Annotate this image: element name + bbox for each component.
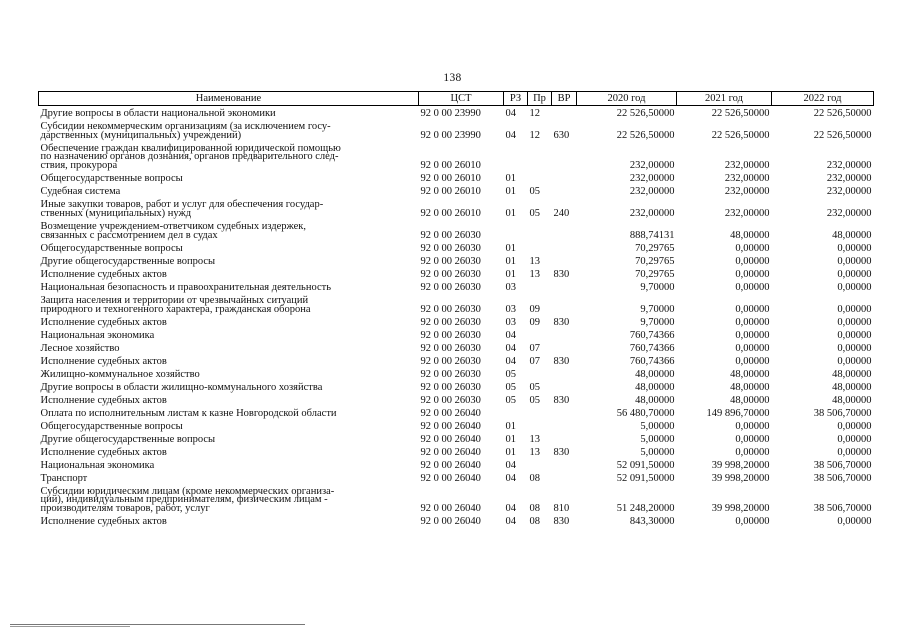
cell-vr: 830 bbox=[553, 317, 570, 328]
cell-name-line: связанных с рассмотрением дел в судах bbox=[40, 230, 218, 241]
cell-vr bbox=[552, 406, 577, 419]
cell-cst: 92 0 00 26030 bbox=[420, 343, 481, 354]
cell-name bbox=[39, 471, 419, 484]
table-row bbox=[39, 197, 874, 219]
cell-2022: 0,00000 bbox=[837, 330, 872, 341]
cell-cst: 92 0 00 26030 bbox=[420, 256, 481, 267]
table-row bbox=[39, 328, 874, 341]
cell-name-line: Исполнение судебных актов bbox=[40, 516, 167, 527]
cell-pr: 05 bbox=[529, 382, 540, 393]
cell-name-line: ственных (муниципальных) нужд bbox=[40, 208, 192, 219]
cell-rz: 01 bbox=[505, 243, 516, 254]
cell-name bbox=[39, 445, 419, 458]
cell-vr bbox=[552, 432, 577, 445]
table-header bbox=[39, 92, 874, 106]
table-row bbox=[39, 514, 874, 527]
cell-rz: 04 bbox=[505, 356, 516, 367]
cell-vr bbox=[552, 141, 577, 171]
cell-2022: 38 506,70000 bbox=[813, 503, 872, 514]
cell-cst: 92 0 00 26040 bbox=[420, 503, 481, 514]
cell-vr: 830 bbox=[553, 269, 570, 280]
cell-rz: 03 bbox=[505, 317, 516, 328]
table-row bbox=[39, 406, 874, 419]
cell-2020: 232,00000 bbox=[629, 173, 675, 184]
cell-pr: 13 bbox=[529, 447, 540, 458]
cell-2022: 0,00000 bbox=[837, 317, 872, 328]
cell-2021: 39 998,20000 bbox=[711, 503, 770, 514]
cell-2022: 48,00000 bbox=[832, 382, 872, 393]
cell-2020: 48,00000 bbox=[635, 395, 675, 406]
cell-2022: 0,00000 bbox=[837, 516, 872, 527]
cell-vr bbox=[552, 341, 577, 354]
cell-name bbox=[39, 197, 419, 219]
cell-2021: 22 526,50000 bbox=[711, 108, 770, 119]
table-row bbox=[39, 315, 874, 328]
cell-2022: 0,00000 bbox=[837, 243, 872, 254]
cell-name-line: ций), индивидуальным предпринимателям, физическим лицам - bbox=[40, 494, 328, 506]
table-body bbox=[39, 106, 874, 528]
cell-2020: 760,74366 bbox=[629, 330, 675, 341]
table-row bbox=[39, 484, 874, 514]
cell-2020: 9,70000 bbox=[640, 304, 675, 315]
cell-name-line: Другие общегосударственные вопросы bbox=[40, 434, 216, 445]
cell-name-line: Исполнение судебных актов bbox=[40, 317, 167, 328]
cell-rz: 01 bbox=[505, 447, 516, 458]
cell-name-line: Оплата по исполнительным листам к казне Новгородской области bbox=[40, 408, 337, 419]
cell-2022: 0,00000 bbox=[837, 421, 872, 432]
cell-2021: 149 896,70000 bbox=[706, 408, 770, 419]
cell-name bbox=[39, 328, 419, 341]
cell-2020: 760,74366 bbox=[629, 356, 675, 367]
cell-vr: 240 bbox=[553, 208, 570, 219]
cell-2020: 48,00000 bbox=[635, 382, 675, 393]
cell-cst: 92 0 00 26030 bbox=[420, 230, 481, 241]
cell-cst: 92 0 00 26030 bbox=[420, 282, 481, 293]
cell-cst: 92 0 00 26040 bbox=[420, 421, 481, 432]
cell-rz: 04 bbox=[505, 130, 516, 141]
cell-cst: 92 0 00 26030 bbox=[420, 369, 481, 380]
cell-2020: 9,70000 bbox=[640, 317, 675, 328]
cell-name bbox=[39, 106, 419, 120]
cell-cst: 92 0 00 26010 bbox=[420, 186, 481, 197]
cell-rz: 04 bbox=[505, 108, 516, 119]
cell-rz: 01 bbox=[505, 256, 516, 267]
cell-pr bbox=[528, 141, 552, 171]
cell-cst: 92 0 00 26030 bbox=[420, 330, 481, 341]
cell-2021: 0,00000 bbox=[735, 356, 770, 367]
cell-2022: 0,00000 bbox=[837, 256, 872, 267]
cell-pr: 09 bbox=[529, 317, 540, 328]
table-row bbox=[39, 354, 874, 367]
cell-cst: 92 0 00 26040 bbox=[420, 447, 481, 458]
cell-pr: 08 bbox=[529, 503, 540, 514]
cell-pr: 05 bbox=[529, 208, 540, 219]
cell-name bbox=[39, 141, 419, 171]
cell-pr bbox=[528, 171, 552, 184]
cell-name-line: Субсидии юридическим лицам (кроме некоммерческих организа- bbox=[40, 485, 335, 497]
cell-name-line: Общегосударственные вопросы bbox=[40, 243, 183, 254]
table-row bbox=[39, 119, 874, 141]
cell-2021: 232,00000 bbox=[724, 173, 770, 184]
cell-name-line: Национальная экономика bbox=[40, 330, 155, 341]
header-rz: РЗ bbox=[504, 92, 528, 106]
cell-2020: 5,00000 bbox=[640, 447, 675, 458]
cell-name bbox=[39, 241, 419, 254]
cell-2021: 0,00000 bbox=[735, 282, 770, 293]
cell-2022: 0,00000 bbox=[837, 434, 872, 445]
cell-vr: 630 bbox=[553, 130, 570, 141]
cell-2021: 39 998,20000 bbox=[711, 460, 770, 471]
cell-2022: 232,00000 bbox=[826, 186, 872, 197]
cell-2020: 5,00000 bbox=[640, 434, 675, 445]
cell-cst: 92 0 00 26010 bbox=[420, 173, 481, 184]
header-2021: 2021 год bbox=[677, 92, 772, 106]
cell-cst: 92 0 00 26030 bbox=[420, 269, 481, 280]
cell-2022: 48,00000 bbox=[832, 230, 872, 241]
table-row bbox=[39, 445, 874, 458]
cell-2022: 232,00000 bbox=[826, 208, 872, 219]
table-row bbox=[39, 293, 874, 315]
cell-pr bbox=[528, 328, 552, 341]
cell-pr: 08 bbox=[529, 516, 540, 527]
cell-cst: 92 0 00 26030 bbox=[420, 317, 481, 328]
cell-name-line: природного и техногенного характера, гражданская оборона bbox=[40, 304, 311, 315]
cell-name bbox=[39, 458, 419, 471]
cell-name-line: Обеспечение граждан квалифицированной юридической помощью bbox=[40, 142, 341, 154]
table-row bbox=[39, 280, 874, 293]
cell-cst: 92 0 00 26030 bbox=[420, 304, 481, 315]
cell-2021: 0,00000 bbox=[735, 434, 770, 445]
cell-2022: 22 526,50000 bbox=[813, 108, 872, 119]
cell-name bbox=[39, 354, 419, 367]
cell-name-line: Защита населения и территории от чрезвычайных ситуаций bbox=[40, 295, 309, 307]
cell-cst: 92 0 00 26040 bbox=[420, 473, 481, 484]
cell-name-line: по назначению органов дознания, органов предварительного след- bbox=[40, 151, 339, 163]
table-row bbox=[39, 380, 874, 393]
cell-pr: 05 bbox=[529, 395, 540, 406]
cell-cst: 92 0 00 26030 bbox=[420, 356, 481, 367]
cell-name bbox=[39, 293, 419, 315]
cell-name-line: Исполнение судебных актов bbox=[40, 269, 167, 280]
cell-name bbox=[39, 367, 419, 380]
cell-pr bbox=[528, 219, 552, 241]
cell-2021: 0,00000 bbox=[735, 516, 770, 527]
cell-vr bbox=[552, 380, 577, 393]
cell-name-line: производителям товаров, работ, услуг bbox=[40, 503, 210, 514]
cell-2021: 48,00000 bbox=[730, 369, 770, 380]
cell-vr bbox=[552, 254, 577, 267]
cell-2021: 48,00000 bbox=[730, 395, 770, 406]
cell-name-line: Иные закупки товаров, работ и услуг для обеспечения государ- bbox=[40, 199, 324, 211]
cell-name bbox=[39, 280, 419, 293]
cell-vr bbox=[552, 106, 577, 120]
cell-2022: 0,00000 bbox=[837, 343, 872, 354]
cell-2021: 39 998,20000 bbox=[711, 473, 770, 484]
cell-rz: 01 bbox=[505, 186, 516, 197]
cell-pr: 13 bbox=[529, 256, 540, 267]
header-vr: ВР bbox=[552, 92, 577, 106]
cell-2021: 0,00000 bbox=[735, 304, 770, 315]
cell-name-line: Другие вопросы в области национальной экономики bbox=[40, 108, 276, 119]
cell-2021: 0,00000 bbox=[735, 343, 770, 354]
cell-2022: 48,00000 bbox=[832, 395, 872, 406]
cell-pr: 12 bbox=[529, 130, 540, 141]
cell-2022: 232,00000 bbox=[826, 160, 872, 171]
budget-table bbox=[38, 91, 874, 527]
page-number: 138 bbox=[443, 72, 462, 84]
cell-name bbox=[39, 341, 419, 354]
cell-2020: 5,00000 bbox=[640, 421, 675, 432]
cell-rz: 04 bbox=[505, 330, 516, 341]
cell-name bbox=[39, 267, 419, 280]
cell-2021: 0,00000 bbox=[735, 243, 770, 254]
cell-vr: 830 bbox=[553, 395, 570, 406]
cell-rz: 01 bbox=[505, 173, 516, 184]
cell-2020: 51 248,20000 bbox=[616, 503, 675, 514]
table-row bbox=[39, 171, 874, 184]
cell-pr bbox=[528, 367, 552, 380]
cell-2020: 48,00000 bbox=[635, 369, 675, 380]
cell-cst: 92 0 00 26030 bbox=[420, 395, 481, 406]
cell-vr bbox=[552, 280, 577, 293]
table-row bbox=[39, 471, 874, 484]
cell-vr: 830 bbox=[553, 447, 570, 458]
table-row bbox=[39, 254, 874, 267]
header-2022: 2022 год bbox=[772, 92, 874, 106]
cell-2021: 0,00000 bbox=[735, 330, 770, 341]
table-row bbox=[39, 219, 874, 241]
cell-2020: 70,29765 bbox=[635, 243, 675, 254]
cell-pr bbox=[528, 419, 552, 432]
cell-cst: 92 0 00 26010 bbox=[420, 160, 481, 171]
cell-rz: 03 bbox=[505, 282, 516, 293]
cell-name-line: Другие общегосударственные вопросы bbox=[40, 256, 216, 267]
cell-2020: 9,70000 bbox=[640, 282, 675, 293]
cell-name-line: Исполнение судебных актов bbox=[40, 356, 167, 367]
cell-name-line: Возмещение учреждением-ответчиком судебных издержек, bbox=[40, 221, 307, 233]
cell-rz: 01 bbox=[505, 421, 516, 432]
cell-2020: 70,29765 bbox=[635, 269, 675, 280]
cell-2020: 56 480,70000 bbox=[616, 408, 675, 419]
header-cst: ЦСТ bbox=[419, 92, 504, 106]
cell-name bbox=[39, 393, 419, 406]
cell-2020: 52 091,50000 bbox=[616, 473, 675, 484]
cell-vr bbox=[552, 367, 577, 380]
cell-vr: 830 bbox=[553, 516, 570, 527]
cell-name-line: Лесное хозяйство bbox=[40, 343, 120, 354]
cell-rz: 04 bbox=[505, 473, 516, 484]
cell-cst: 92 0 00 26030 bbox=[420, 382, 481, 393]
cell-name-line: Судебная система bbox=[40, 186, 121, 197]
cell-pr: 13 bbox=[529, 434, 540, 445]
footer-rule bbox=[10, 624, 305, 625]
table-row bbox=[39, 184, 874, 197]
cell-pr: 12 bbox=[529, 108, 540, 119]
cell-name bbox=[39, 484, 419, 514]
cell-rz: 01 bbox=[505, 208, 516, 219]
cell-name-line: Национальная экономика bbox=[40, 460, 155, 471]
cell-2020: 22 526,50000 bbox=[616, 130, 675, 141]
cell-2020: 888,74131 bbox=[629, 230, 675, 241]
cell-2020: 232,00000 bbox=[629, 160, 675, 171]
cell-name bbox=[39, 171, 419, 184]
cell-2022: 0,00000 bbox=[837, 304, 872, 315]
cell-2020: 760,74366 bbox=[629, 343, 675, 354]
cell-vr bbox=[552, 458, 577, 471]
cell-name-line: Субсидии некоммерческим организациям (за исключением госу- bbox=[40, 121, 331, 133]
cell-2022: 0,00000 bbox=[837, 447, 872, 458]
cell-rz: 03 bbox=[505, 304, 516, 315]
cell-pr bbox=[528, 280, 552, 293]
cell-name bbox=[39, 119, 419, 141]
cell-2021: 0,00000 bbox=[735, 421, 770, 432]
cell-2020: 52 091,50000 bbox=[616, 460, 675, 471]
cell-2020: 232,00000 bbox=[629, 186, 675, 197]
table-row bbox=[39, 141, 874, 171]
cell-2021: 48,00000 bbox=[730, 230, 770, 241]
cell-rz: 04 bbox=[505, 503, 516, 514]
cell-vr bbox=[552, 293, 577, 315]
cell-cst: 92 0 00 26040 bbox=[420, 434, 481, 445]
cell-rz: 05 bbox=[505, 369, 516, 380]
cell-2022: 38 506,70000 bbox=[813, 473, 872, 484]
cell-2021: 232,00000 bbox=[724, 208, 770, 219]
cell-pr: 07 bbox=[529, 343, 540, 354]
table-row bbox=[39, 106, 874, 120]
cell-rz: 01 bbox=[505, 434, 516, 445]
cell-vr bbox=[552, 471, 577, 484]
cell-cst: 92 0 00 23990 bbox=[420, 130, 481, 141]
cell-pr bbox=[528, 241, 552, 254]
cell-name bbox=[39, 254, 419, 267]
cell-cst: 92 0 00 26040 bbox=[420, 516, 481, 527]
cell-rz: 04 bbox=[505, 460, 516, 471]
cell-vr: 810 bbox=[553, 503, 570, 514]
cell-name-line: дарственных (муниципальных) учреждений) bbox=[40, 130, 242, 141]
cell-vr bbox=[552, 328, 577, 341]
cell-2021: 48,00000 bbox=[730, 382, 770, 393]
table-row bbox=[39, 458, 874, 471]
cell-rz: 05 bbox=[505, 382, 516, 393]
cell-pr: 05 bbox=[529, 186, 540, 197]
cell-2020: 232,00000 bbox=[629, 208, 675, 219]
cell-vr bbox=[552, 241, 577, 254]
cell-pr: 07 bbox=[529, 356, 540, 367]
table-row bbox=[39, 341, 874, 354]
cell-2021: 0,00000 bbox=[735, 447, 770, 458]
cell-2021: 0,00000 bbox=[735, 256, 770, 267]
cell-name-line: Жилищно-коммунальное хозяйство bbox=[40, 369, 200, 380]
table-row bbox=[39, 241, 874, 254]
cell-name bbox=[39, 432, 419, 445]
cell-name bbox=[39, 219, 419, 241]
cell-name bbox=[39, 514, 419, 527]
cell-name-line: Транспорт bbox=[40, 473, 88, 484]
cell-name-line: Общегосударственные вопросы bbox=[40, 173, 183, 184]
cell-rz bbox=[504, 219, 528, 241]
header-2020: 2020 год bbox=[577, 92, 677, 106]
cell-2022: 0,00000 bbox=[837, 269, 872, 280]
table-row bbox=[39, 393, 874, 406]
cell-2022: 48,00000 bbox=[832, 369, 872, 380]
cell-vr bbox=[552, 184, 577, 197]
cell-name-line: Общегосударственные вопросы bbox=[40, 421, 183, 432]
footer-rule-short bbox=[10, 626, 130, 627]
cell-2022: 232,00000 bbox=[826, 173, 872, 184]
table-row bbox=[39, 419, 874, 432]
cell-pr bbox=[528, 406, 552, 419]
cell-name-line: Исполнение судебных актов bbox=[40, 447, 167, 458]
cell-vr bbox=[552, 419, 577, 432]
cell-rz bbox=[504, 406, 528, 419]
header-name: Наименование bbox=[39, 92, 419, 106]
cell-rz: 04 bbox=[505, 343, 516, 354]
table-row bbox=[39, 267, 874, 280]
cell-vr: 830 bbox=[553, 356, 570, 367]
cell-cst: 92 0 00 26010 bbox=[420, 208, 481, 219]
cell-name-line: Национальная безопасность и правоохранительная деятельность bbox=[40, 282, 332, 293]
cell-pr: 08 bbox=[529, 473, 540, 484]
cell-name-line: Другие вопросы в области жилищно-коммунального хозяйства bbox=[40, 382, 323, 393]
cell-2021: 22 526,50000 bbox=[711, 130, 770, 141]
cell-2022: 22 526,50000 bbox=[813, 130, 872, 141]
cell-name bbox=[39, 406, 419, 419]
cell-2021: 0,00000 bbox=[735, 317, 770, 328]
cell-name-line: Исполнение судебных актов bbox=[40, 395, 167, 406]
cell-cst: 92 0 00 26040 bbox=[420, 460, 481, 471]
cell-vr bbox=[552, 171, 577, 184]
cell-pr bbox=[528, 458, 552, 471]
cell-2020: 22 526,50000 bbox=[616, 108, 675, 119]
cell-name bbox=[39, 419, 419, 432]
cell-name bbox=[39, 315, 419, 328]
cell-2021: 232,00000 bbox=[724, 186, 770, 197]
cell-cst: 92 0 00 23990 bbox=[420, 108, 481, 119]
cell-cst: 92 0 00 26030 bbox=[420, 243, 481, 254]
cell-2022: 38 506,70000 bbox=[813, 460, 872, 471]
cell-rz: 01 bbox=[505, 269, 516, 280]
cell-pr: 13 bbox=[529, 269, 540, 280]
cell-2021: 232,00000 bbox=[724, 160, 770, 171]
cell-pr: 09 bbox=[529, 304, 540, 315]
cell-vr bbox=[552, 219, 577, 241]
cell-name-line: ствия, прокурора bbox=[40, 160, 118, 171]
cell-2020: 70,29765 bbox=[635, 256, 675, 267]
cell-2022: 0,00000 bbox=[837, 282, 872, 293]
cell-2021: 0,00000 bbox=[735, 269, 770, 280]
cell-2022: 0,00000 bbox=[837, 356, 872, 367]
cell-name bbox=[39, 184, 419, 197]
cell-rz: 04 bbox=[505, 516, 516, 527]
cell-rz: 05 bbox=[505, 395, 516, 406]
cell-cst: 92 0 00 26040 bbox=[420, 408, 481, 419]
cell-rz bbox=[504, 141, 528, 171]
cell-2020: 843,30000 bbox=[629, 516, 675, 527]
cell-2022: 38 506,70000 bbox=[813, 408, 872, 419]
header-pr: Пр bbox=[528, 92, 552, 106]
table-row bbox=[39, 367, 874, 380]
cell-name bbox=[39, 380, 419, 393]
table-row bbox=[39, 432, 874, 445]
